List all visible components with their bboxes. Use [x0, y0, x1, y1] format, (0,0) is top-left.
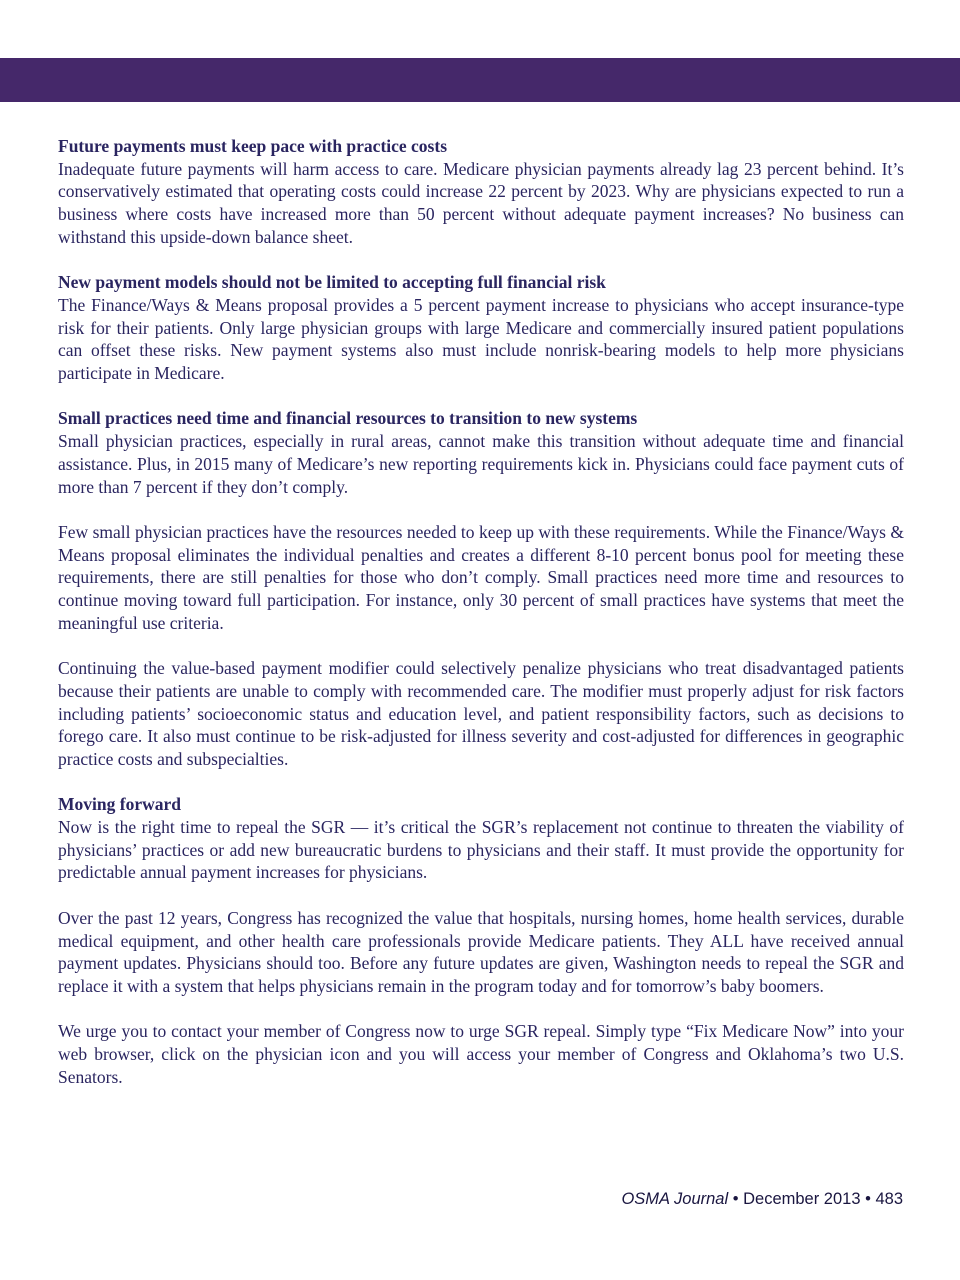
issue-date: December 2013: [743, 1190, 861, 1208]
section-heading: Small practices need time and financial resources to transition to new systems: [58, 408, 638, 429]
page-footer: [621, 1190, 903, 1209]
header-color-band: [0, 58, 960, 102]
paragraph: Now is the right time to repeal the SGR — it’s critical the SGR’s replacement not continue to threaten the viability of physicians’ practices or add new bureaucratic burdens to physicians and their staff. It must provide the opportunity for predictable annual payment increases for physicians.: [58, 817, 904, 883]
footer-separator: •: [728, 1190, 744, 1208]
paragraph: Small physician practices, especially in rural areas, cannot make this transition without adequate time and financial assistance. Plus, in 2015 many of Medicare’s new reporting requirements kick in. Physicians could face payment cuts of more than 7 percent if they don’t comply.: [58, 431, 904, 497]
page-number: 483: [875, 1190, 903, 1208]
paragraph: Continuing the value-based payment modifier could selectively penalize physicians who treat disadvantaged patients because their patients are unable to comply with recommended care. The modifier must properly adjust for risk factors including patients’ socioeconomic status and education level, and patient responsibility factors, such as decisions to forego care. It also must continue to be risk-adjusted for illness severity and cost-adjusted for differences in geographic practice costs and subspecialties.: [58, 658, 904, 769]
paragraph: Over the past 12 years, Congress has recognized the value that hospitals, nursing homes, home health services, durable medical equipment, and other health care professionals provide Medicare patients. They ALL have received annual payment updates. Physicians should too. Before any future updates are given, Washington needs to repeal the SGR and replace it with a system that helps physicians remain in the program today and for tomorrow’s baby boomers.: [58, 907, 904, 996]
paragraph: The Finance/Ways & Means proposal provides a 5 percent payment increase to physicians who accept insurance-type risk for their patients. Only large physician groups with large Medicare and commercially insured patient populations can offset these risks. New payment systems also must include nonrisk-bearing models to help more physicians participate in Medicare.: [58, 294, 904, 384]
footer-separator: •: [860, 1190, 876, 1208]
paragraph: We urge you to contact your member of Congress now to urge SGR repeal. Simply type “Fix Medicare Now” into your web browser, click on the physician icon and you will access your member of Congress and Oklahoma’s two U.S. Senators.: [58, 1021, 904, 1087]
section-small-practices: [58, 407, 904, 770]
article-body: [58, 135, 904, 1111]
paragraph: Inadequate future payments will harm access to care. Medicare physician payments already lag 23 percent behind. It’s conservatively estimated that operating costs could increase 22 percent by 2023. Why are physicians expected to run a business where costs have increased more than 50 percent without adequate payment increases? No business can withstand this upside-down balance sheet.: [58, 158, 904, 247]
section-future-payments: [58, 135, 904, 249]
paragraph: Few small physician practices have the resources needed to keep up with these requirements. While the Finance/Ways & Means proposal eliminates the individual penalties and creates a different 8-10 percent bonus pool for meeting these requirements, there are still penalties for those who don’t comply. Small practices need more time and resources to continue moving toward full participation. For instance, only 30 percent of small practices have systems that meet the meaningful use criteria.: [58, 521, 904, 633]
section-heading: Future payments must keep pace with practice costs: [58, 136, 448, 156]
section-heading: Moving forward: [58, 794, 181, 815]
section-heading: New payment models should not be limited to accepting full financial risk: [58, 272, 606, 293]
section-new-payment-models: [58, 271, 904, 385]
section-moving-forward: [58, 793, 904, 1088]
journal-name: OSMA Journal: [621, 1190, 729, 1208]
